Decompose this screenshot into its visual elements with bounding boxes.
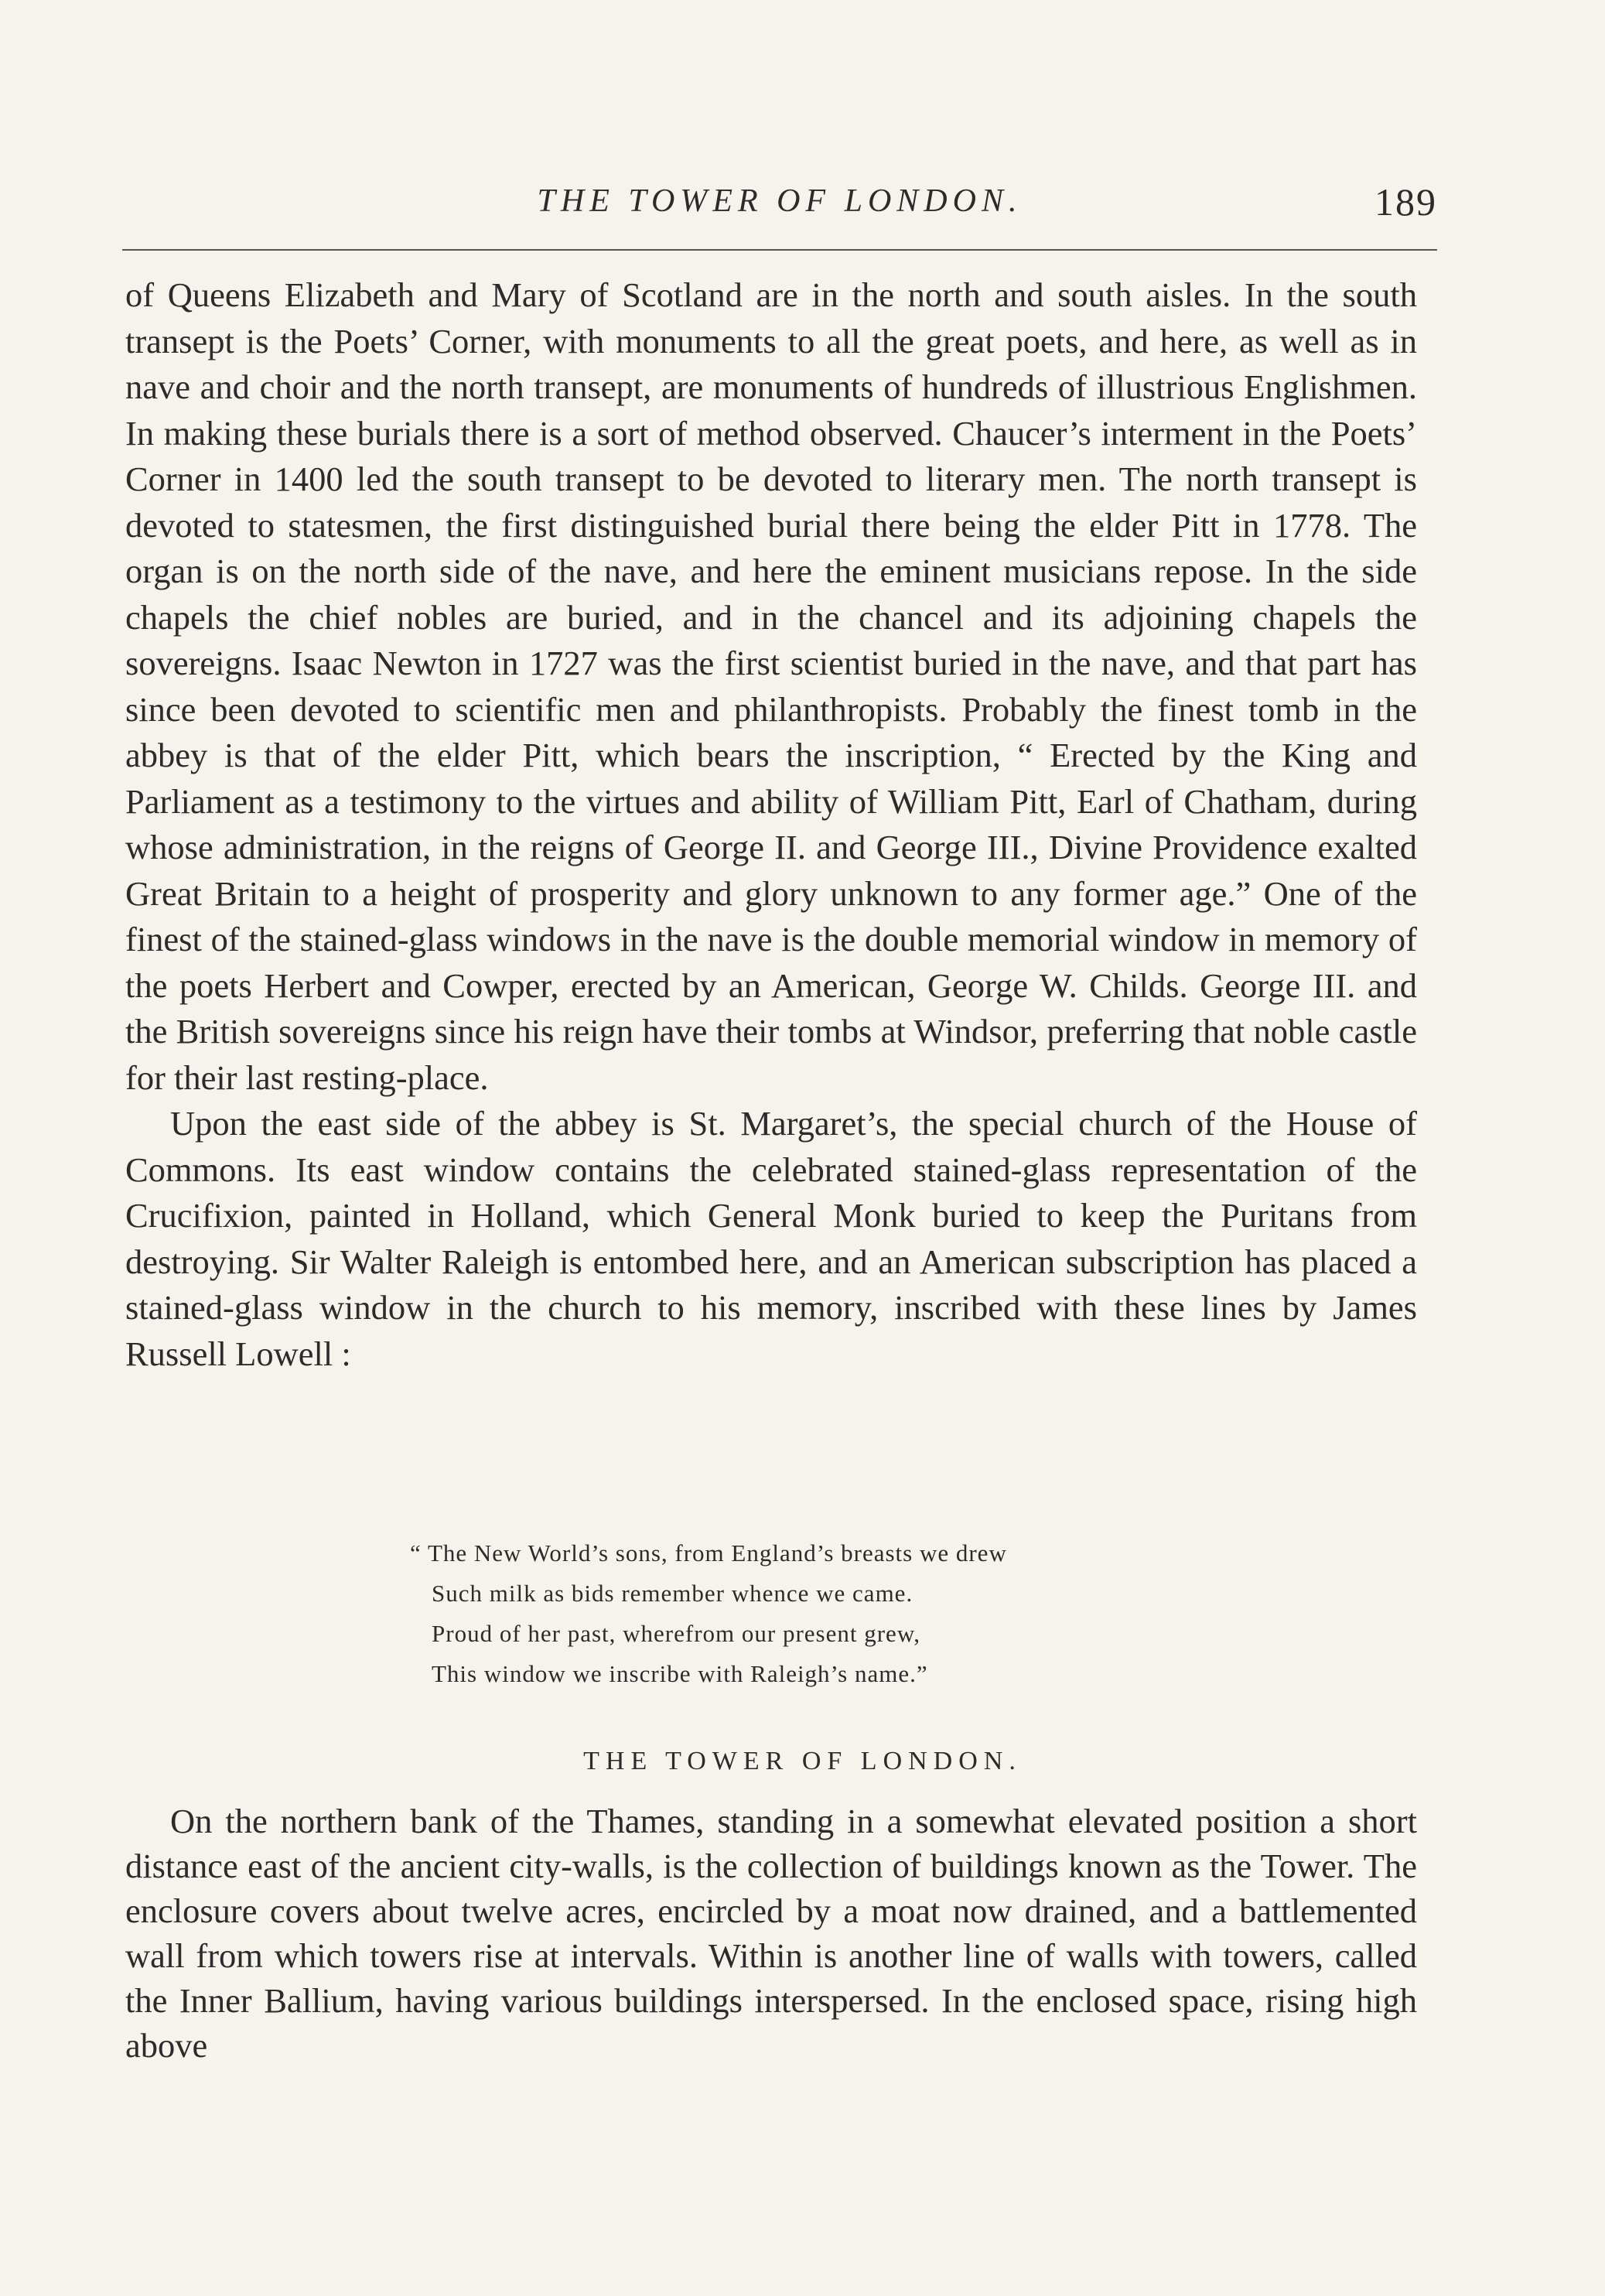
running-title: THE TOWER OF LONDON. <box>537 183 1023 219</box>
running-head <box>122 179 1437 234</box>
page-number: 189 <box>1374 180 1437 224</box>
paragraph-westminster-tombs: of Queens Elizabeth and Mary of Scotland are in the north and south aisles. In the south transept is the Poets’ Corner, with monuments to all the great poets, and here, as well as in nave and choir and the north transept, are monuments of hundreds of illustrious Englishmen. In making these burials there is a sort of method observed. Chaucer’s interment in the Poets’ Corner in 1400 led the south transept to be devoted to literary men. The north transept is devoted to statesmen, the first distinguished burial there being the elder Pitt in 1778. The organ is on the north side of the nave, and here the eminent musicians repose. In the side chapels the chief nobles are buried, and in the chancel and its adjoining chapels the sovereigns. Isaac Newton in 1727 was the first scientist buried in the nave, and that part has since been devoted to scientific men and philanthropists. Probably the finest tomb in the abbey is that of the elder Pitt, which bears the inscription, “ Erected by the King and Parliament as a testimony to the virtues and ability of William Pitt, Earl of Chatham, during whose administration, in the reigns of George II. and George III., Divine Providence exalted Great Britain to a height of prosperity and glory unknown to any former age.” One of the finest of the stained-glass windows in the nave is the double memorial window in memory of the poets Herbert and Cowper, erected by an American, George W. Childs. George III. and the British sovereigns since his reign have their tombs at Windsor, preferring that noble castle for their last resting-place. <box>125 275 1417 1097</box>
header-rule <box>122 249 1437 251</box>
paragraph-tower: On the northern bank of the Thames, standing in a somewhat elevated position a short distance east of the ancient city-walls, is the collection of buildings known as the Tower. The enclosure covers about twelve acres, encircled by a moat now drained, and a battlemented wall from which towers rise at intervals. Within is another line of walls with towers, called the Inner Ballium, having various buildings interspersed. In the enclosed space, rising high above <box>125 1802 1417 2065</box>
tower-section-text <box>125 1799 1417 2068</box>
poem-line: Such milk as bids remember whence we came. <box>432 1580 913 1607</box>
poem-line: This window we inscribe with Raleigh’s name.” <box>432 1660 928 1687</box>
lowell-poem <box>410 1533 1183 1694</box>
poem-line: “ The New World’s sons, from England’s breasts we drew <box>410 1539 1007 1567</box>
body-text <box>125 272 1417 1377</box>
section-heading: THE TOWER OF LONDON. <box>583 1747 1022 1775</box>
poem-line: Proud of her past, wherefrom our present grew, <box>432 1620 920 1647</box>
paragraph-st-margarets: Upon the east side of the abbey is St. Margaret’s, the special church of the House of Commons. Its east window contains the celebrated stained-glass representation of the Crucifixion, painted in Holland, which General Monk buried to keep the Puritans from destroying. Sir Walter Raleigh is entombed here, and an American subscription has placed a stained-glass window in the church to his memory, inscribed with these lines by James Russell Lowell : <box>125 1104 1417 1373</box>
